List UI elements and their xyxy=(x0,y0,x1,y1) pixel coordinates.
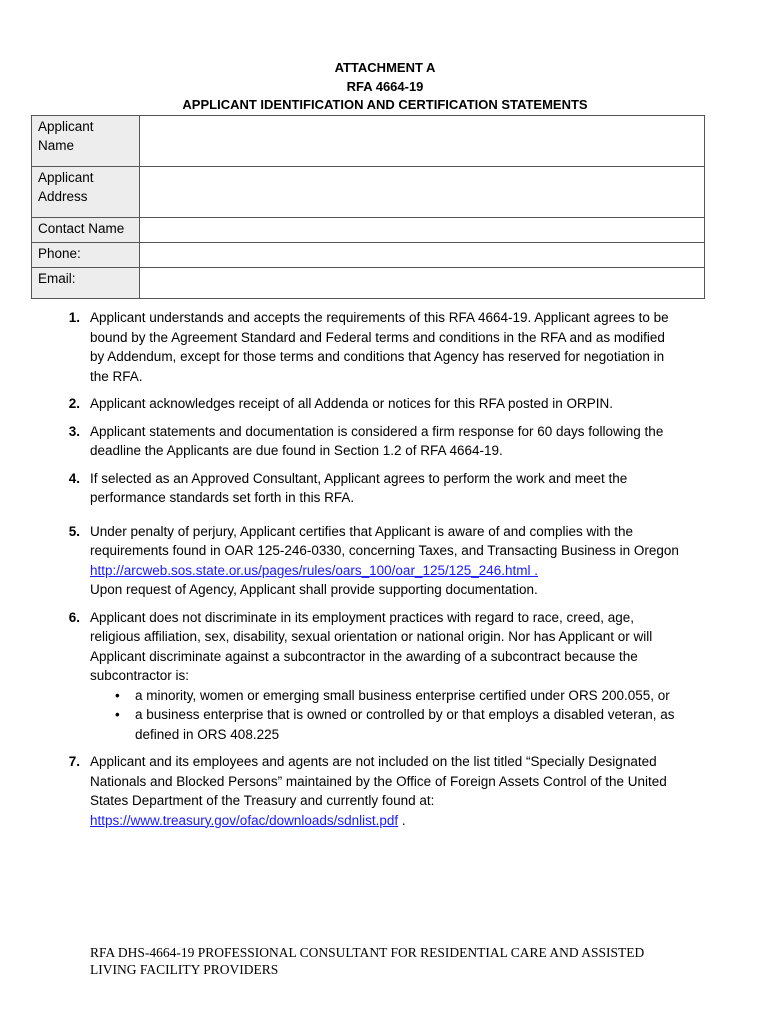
statement-3 xyxy=(60,422,680,461)
statement-text: Applicant understands and accepts the requirements of this RFA 4664-19. Applicant agrees to be bound by the Agreement Standard and Federal terms and conditions in the RFA and as modified by Addendum, except for those terms and conditions that Agency has reserved for negotiation in the RFA. xyxy=(90,310,669,384)
bullet-text: a minority, women or emerging small business enterprise certified under ORS 200.055, or xyxy=(135,687,670,703)
statement-4 xyxy=(60,469,680,508)
certification-statements xyxy=(60,308,680,830)
phone-label: Phone: xyxy=(32,243,140,268)
applicant-address-field[interactable] xyxy=(140,167,705,218)
statement-text: Applicant acknowledges receipt of all Addenda or notices for this RFA posted in ORPIN. xyxy=(90,396,614,411)
statement-7 xyxy=(60,752,680,830)
applicant-name-label: Applicant Name xyxy=(32,116,140,167)
applicant-info-table xyxy=(31,115,705,299)
statement-2 xyxy=(60,394,680,414)
page-footer: RFA DHS-4664-19 PROFESSIONAL CONSULTANT FOR RESIDENTIAL CARE AND ASSISTED LIVING FACILITY PROVIDERS xyxy=(90,945,645,977)
statement-text: Under penalty of perjury, Applicant certifies that Applicant is aware of and complies with the requirements found in OAR 125-246-0330, concerning Taxes, and Transacting Business in Oregon xyxy=(90,523,679,558)
statement-number: 1. xyxy=(68,310,80,325)
statement-text: Applicant does not discriminate in its employment practices with regard to race, creed, age, religious affiliation, sex, disability, sexual orientation or national origin. Nor has Applicant or will Applicant discriminate against a subcontractor in the awarding of a subcontract because the subcontractor is: xyxy=(90,609,653,683)
bullet-text: a business enterprise that is owned or controlled by or that employs a disabled veteran, as defined in ORS 408.225 xyxy=(135,707,675,742)
bullet-item xyxy=(90,686,680,706)
statement-text: Applicant statements and documentation is considered a firm response for 60 days following the deadline the Applicants are due found in Section 1.2 of RFA 4664-19. xyxy=(90,423,664,458)
applicant-address-label: Applicant Address xyxy=(32,167,140,218)
statement-1 xyxy=(60,308,680,386)
statement-6 xyxy=(60,608,680,745)
section-title: APPLICANT IDENTIFICATION AND CERTIFICATION STATEMENTS xyxy=(182,97,588,112)
phone-field[interactable] xyxy=(140,243,705,268)
bullet-icon: • xyxy=(115,707,120,722)
applicant-name-field[interactable] xyxy=(140,116,705,167)
oar-rules-link[interactable]: http://arcweb.sos.state.or.us/pages/rules/oars_100/oar_125/125_246.html . xyxy=(90,562,539,578)
statement-number: 3. xyxy=(68,423,80,439)
bullet-item xyxy=(90,705,680,744)
statement-number: 2. xyxy=(68,396,80,411)
contact-name-label: Contact Name xyxy=(32,218,140,243)
statement-text: Applicant and its employees and agents are not included on the list titled “Specially Designated Nationals and Blocked Persons” maintained by the Office of Foreign Assets Control of the United States Department of the Treasury and currently found at: xyxy=(90,754,667,808)
link-suffix: . xyxy=(398,812,406,828)
statement-number: 4. xyxy=(68,470,80,486)
email-field[interactable] xyxy=(140,268,705,299)
email-label: Email: xyxy=(32,268,140,299)
statement-number: 6. xyxy=(68,609,80,625)
statement-number: 7. xyxy=(68,754,80,769)
statement-number: 5. xyxy=(68,523,80,539)
attachment-title: ATTACHMENT A xyxy=(334,60,436,75)
bullet-icon: • xyxy=(115,687,120,703)
statement-text-continued: Upon request of Agency, Applicant shall provide supporting documentation. xyxy=(90,582,538,597)
statement-text: If selected as an Approved Consultant, Applicant agrees to perform the work and meet the performance standards set forth in this RFA. xyxy=(90,470,628,505)
rfa-number: RFA 4664-19 xyxy=(346,79,424,94)
sdn-list-link[interactable]: https://www.treasury.gov/ofac/downloads/sdnlist.pdf xyxy=(90,812,399,828)
statement-5 xyxy=(60,522,680,600)
contact-name-field[interactable] xyxy=(140,218,705,243)
